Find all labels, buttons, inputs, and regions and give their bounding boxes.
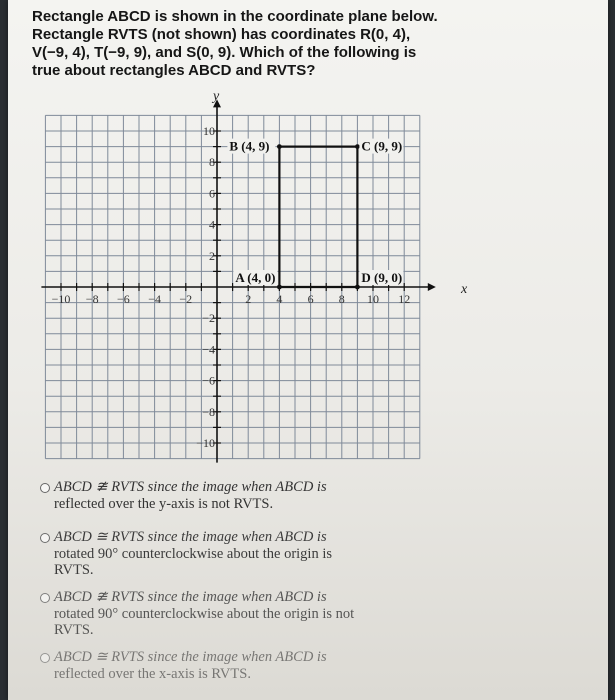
x-axis-label: x <box>461 282 468 297</box>
choice-text-line: RVTS. <box>54 562 94 578</box>
x-tick-label: 12 <box>398 292 411 306</box>
x-tick-label: 6 <box>307 292 314 306</box>
point-label: A (4, 0) <box>235 270 276 285</box>
vertex-point <box>355 285 360 290</box>
radio-button[interactable] <box>40 653 50 663</box>
x-tick-label: 4 <box>276 292 283 306</box>
choice-text-line: ABCD ≅ RVTS since the image when ABCD is <box>54 529 327 545</box>
rectangle-abcd-outline <box>279 147 357 287</box>
y-tick-label: −4 <box>202 342 215 357</box>
choice-text-line: reflected over the y-axis is not RVTS. <box>54 495 274 512</box>
coordinate-plane <box>8 0 608 470</box>
choice-text-line: RVTS. <box>54 622 94 638</box>
y-axis-label: y <box>213 89 220 104</box>
x-tick-label: −2 <box>179 292 193 306</box>
choice-text-line: reflected over the x-axis is RVTS. <box>54 665 251 682</box>
answer-choice-1[interactable] <box>40 479 560 512</box>
choice-text-line: ABCD ≅ RVTS since the image when ABCD is <box>54 649 327 665</box>
y-tick-label: 6 <box>209 186 215 201</box>
answer-choice-2[interactable] <box>40 529 560 579</box>
answer-choice-4[interactable] <box>40 649 560 682</box>
vertex-point <box>355 144 360 149</box>
x-tick-label: −10 <box>51 292 71 306</box>
point-label: B (4, 9) <box>229 138 270 154</box>
x-tick-label: −4 <box>148 292 161 306</box>
point-label: D (9, 0) <box>361 270 403 285</box>
radio-button[interactable] <box>40 533 50 543</box>
vertex-point <box>277 285 282 290</box>
choice-text-line: ABCD ≇ RVTS since the image when ABCD is <box>54 589 327 605</box>
answer-choice-3[interactable] <box>40 589 560 639</box>
choice-text-line: rotated 90° counterclockwise about the origin is <box>54 545 332 562</box>
x-tick-label: −8 <box>85 292 99 306</box>
y-tick-label: 4 <box>209 217 215 232</box>
y-tick-label: −6 <box>202 373 215 388</box>
radio-button[interactable] <box>40 593 50 603</box>
x-tick-label: 8 <box>338 292 345 306</box>
x-tick-label: 2 <box>245 292 252 306</box>
x-tick-label: −6 <box>117 292 130 306</box>
radio-button[interactable] <box>40 483 50 493</box>
y-tick-label: 10 <box>203 124 215 138</box>
question-line-4: true about rectangles ABCD and RVTS? <box>32 62 316 79</box>
y-tick-label: 2 <box>209 248 215 263</box>
choice-text-line: rotated 90° counterclockwise about the origin is not <box>54 605 355 622</box>
y-tick-label: −2 <box>202 311 215 326</box>
y-tick-label: 8 <box>209 155 215 170</box>
x-axis-arrow <box>428 283 436 291</box>
point-labels <box>227 139 403 285</box>
y-tick-label: −8 <box>202 404 215 419</box>
point-label: C (9, 9) <box>361 138 403 154</box>
x-tick-label: 10 <box>367 292 379 306</box>
worksheet-page <box>8 0 608 700</box>
vertex-point <box>277 144 282 149</box>
rectangle-abcd <box>277 144 360 289</box>
question-line-1: Rectangle ABCD is shown in the coordinate plane below. <box>32 8 438 25</box>
y-tick-label: −10 <box>196 436 215 450</box>
question-line-2: Rectangle RVTS (not shown) has coordinates R(0, 4), <box>32 26 411 43</box>
choice-text-line: ABCD ≇ RVTS since the image when ABCD is <box>54 479 327 495</box>
question-line-3: V(−9, 4), T(−9, 9), and S(0, 9). Which of the following is <box>32 44 417 61</box>
